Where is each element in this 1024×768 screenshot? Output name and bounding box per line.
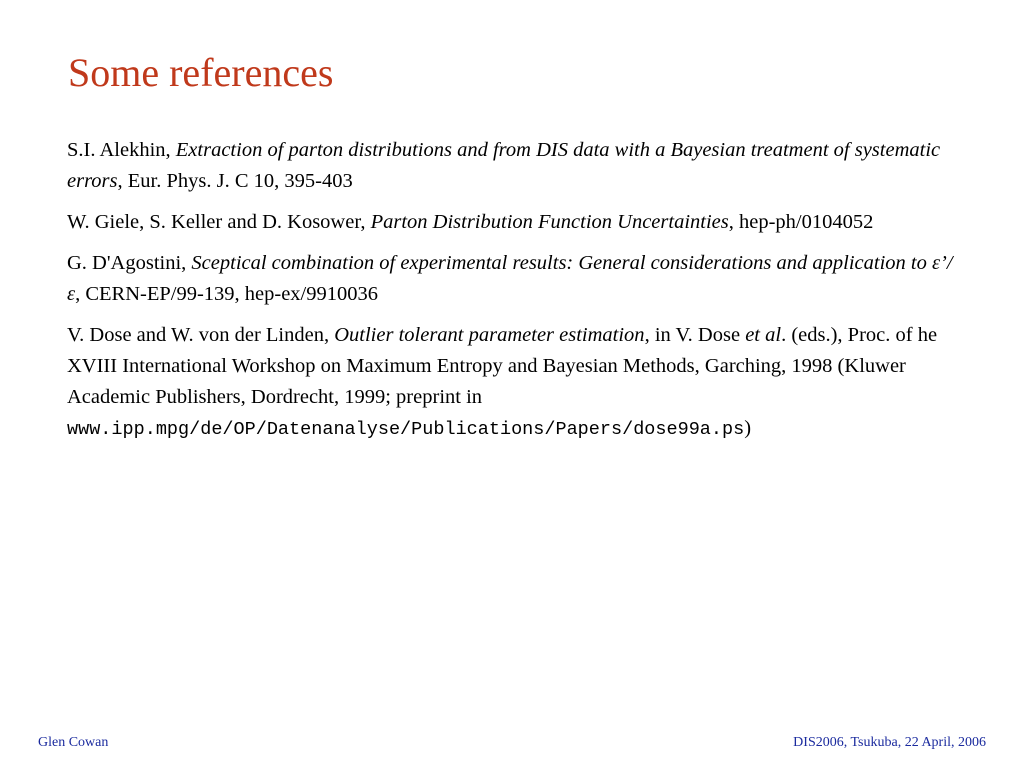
reference-item — [67, 135, 957, 197]
reference-item — [67, 248, 957, 310]
footer-event: DIS2006, Tsukuba, 22 April, 2006 — [793, 735, 986, 750]
reference-source: , CERN-EP/99-139, hep-ex/9910036 — [75, 283, 378, 305]
reference-source: , Eur. Phys. J. C 10, 395-403 — [117, 170, 353, 192]
slide-title: Some references — [68, 50, 334, 95]
reference-item — [67, 207, 957, 238]
reference-source: , hep-ph/0104052 — [728, 211, 874, 233]
reference-authors: V. Dose and W. von der Linden, — [67, 324, 335, 346]
reference-list — [67, 135, 957, 455]
reference-url: www.ipp.mpg/de/OP/Datenanalyse/Publications/Papers/dose99a.ps — [67, 419, 745, 440]
footer-author: Glen Cowan — [38, 735, 109, 750]
reference-authors: G. D'Agostini, — [67, 252, 192, 274]
reference-title: Outlier tolerant parameter estimation — [334, 324, 645, 346]
reference-title: Sceptical combination of experimental results: General considerations and application to ε’/ε — [67, 252, 953, 305]
reference-source: , in V. Dose — [644, 324, 746, 346]
reference-item — [67, 320, 957, 445]
reference-authors: W. Giele, S. Keller and D. Kosower, — [67, 211, 371, 233]
reference-title: Parton Distribution Function Uncertainties — [370, 211, 729, 233]
reference-authors: S.I. Alekhin, — [67, 139, 176, 161]
reference-et-al: et al — [745, 324, 782, 346]
reference-title: Extraction of parton distributions and from DIS data with a Bayesian treatment of systematic errors — [67, 139, 941, 192]
reference-source-end: ) — [744, 417, 752, 439]
reference-source-continued: . (eds.), Proc. of he XVIII International Workshop on Maximum Entropy and Bayesian Methods, Garching, 1998 (Kluwer Academic Publishers, Dordrecht, 1999; preprint in — [67, 324, 938, 408]
